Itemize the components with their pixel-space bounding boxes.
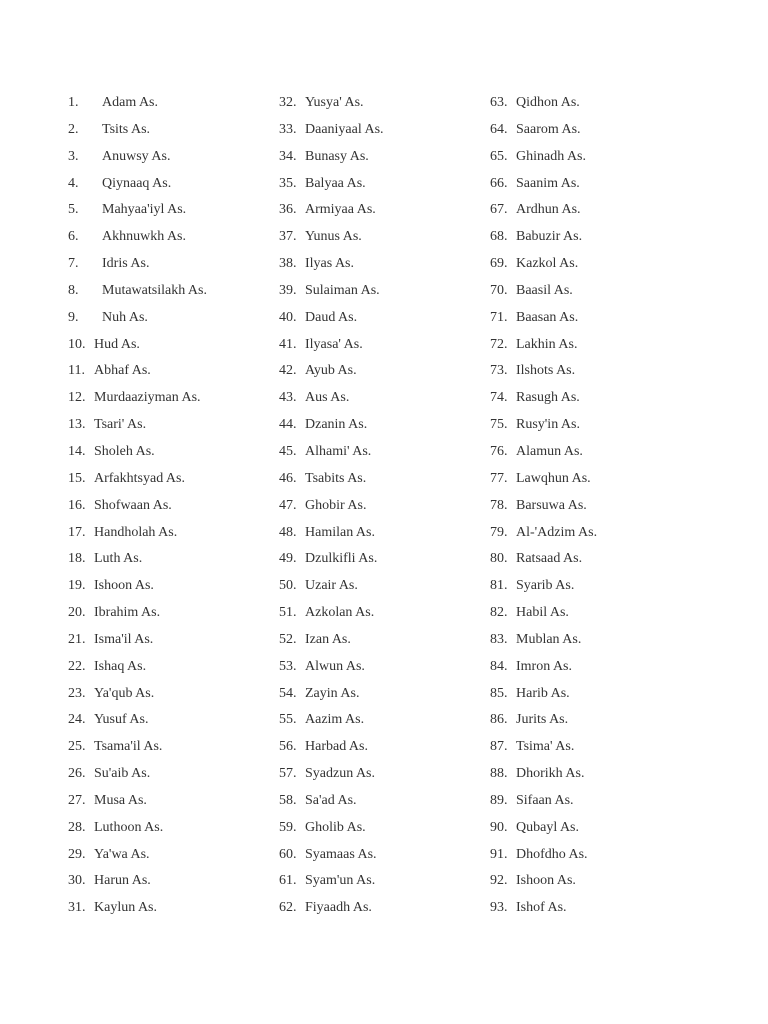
list-item	[279, 359, 479, 386]
list-item-number: 60.	[279, 846, 297, 862]
list-item-number: 30.	[68, 873, 86, 889]
list-item	[68, 252, 268, 279]
list-item-number: 12.	[68, 390, 86, 406]
list-item	[279, 306, 479, 333]
list-item-number: 66.	[490, 175, 508, 191]
list-item	[279, 789, 479, 816]
list-item-number: 80.	[490, 551, 508, 567]
list-item-name: Murdaaziyman As.	[94, 390, 201, 406]
list-item-name: Kazkol As.	[516, 256, 579, 272]
list-item-name: Anuwsy As.	[102, 148, 171, 164]
list-item-number: 2.	[68, 121, 79, 137]
list-item-name: Daud As.	[305, 309, 358, 325]
list-item-number: 71.	[490, 309, 508, 325]
list-item-number: 18.	[68, 551, 86, 567]
list-item-number: 62.	[279, 900, 297, 916]
list-item-name: Imron As.	[516, 658, 572, 674]
list-item	[279, 869, 479, 896]
list-item-number: 35.	[279, 175, 297, 191]
list-item-number: 4.	[68, 175, 79, 191]
list-item-number: 49.	[279, 551, 297, 567]
list-item-name: Balyaa As.	[305, 175, 366, 191]
list-item-name: Mublan As.	[516, 631, 582, 647]
list-item-number: 42.	[279, 363, 297, 379]
list-item	[68, 306, 268, 333]
list-item-number: 92.	[490, 873, 508, 889]
list-item	[68, 762, 268, 789]
list-item-number: 10.	[68, 336, 86, 352]
list-item-name: Idris As.	[102, 256, 150, 272]
list-item-name: Syamaas As.	[305, 846, 377, 862]
list-item	[490, 198, 720, 225]
list-item-name: Ilyasa' As.	[305, 336, 363, 352]
list-item-name: Ishoon As.	[94, 578, 154, 594]
list-item-number: 25.	[68, 739, 86, 755]
list-item	[490, 440, 720, 467]
list-item-number: 89.	[490, 792, 508, 808]
list-item	[490, 145, 720, 172]
list-item-name: Saarom As.	[516, 121, 581, 137]
list-item-number: 75.	[490, 417, 508, 433]
list-item-number: 7.	[68, 256, 79, 272]
list-item-name: Syarib As.	[516, 578, 575, 594]
list-item	[490, 91, 720, 118]
list-item-name: Qiynaaq As.	[102, 175, 172, 191]
list-item	[68, 628, 268, 655]
list-item-number: 79.	[490, 524, 508, 540]
list-item	[68, 655, 268, 682]
list-item	[68, 333, 268, 360]
list-item	[490, 413, 720, 440]
list-item-name: Luth As.	[94, 551, 143, 567]
list-item-name: Habil As.	[516, 605, 569, 621]
list-item	[279, 494, 479, 521]
list-item	[490, 225, 720, 252]
list-item-number: 72.	[490, 336, 508, 352]
list-item	[279, 333, 479, 360]
list-item-name: Harun As.	[94, 873, 151, 889]
list-item	[279, 735, 479, 762]
list-item-name: Arfakhtsyad As.	[94, 470, 185, 486]
list-item-number: 46.	[279, 470, 297, 486]
list-item-name: Ratsaad As.	[516, 551, 583, 567]
list-item	[490, 762, 720, 789]
list-item-number: 17.	[68, 524, 86, 540]
list-item	[68, 413, 268, 440]
list-item-name: Fiyaadh As.	[305, 900, 372, 916]
list-item-name: Tsama'il As.	[94, 739, 163, 755]
list-item-name: Uzair As.	[305, 578, 358, 594]
list-item	[68, 494, 268, 521]
list-item-name: Syadzun As.	[305, 766, 375, 782]
list-item	[279, 225, 479, 252]
list-item-name: Tsits As.	[102, 121, 151, 137]
list-item-name: Ishoon As.	[516, 873, 576, 889]
list-item-name: Azkolan As.	[305, 605, 375, 621]
list-item	[279, 252, 479, 279]
list-item-name: Sulaiman As.	[305, 282, 380, 298]
list-item-name: Ayub As.	[305, 363, 357, 379]
list-item-number: 23.	[68, 685, 86, 701]
list-item	[490, 467, 720, 494]
list-item	[490, 172, 720, 199]
list-item-name: Akhnuwkh As.	[102, 229, 187, 245]
list-item-number: 34.	[279, 148, 297, 164]
list-item-name: Hamilan As.	[305, 524, 375, 540]
list-item-name: Tsabits As.	[305, 470, 367, 486]
list-item-name: Dhofdho As.	[516, 846, 588, 862]
list-item-number: 81.	[490, 578, 508, 594]
list-item-number: 57.	[279, 766, 297, 782]
list-item-name: Dzanin As.	[305, 417, 368, 433]
list-item	[68, 279, 268, 306]
list-item	[68, 145, 268, 172]
list-item-number: 8.	[68, 282, 79, 298]
list-item-name: Rusy'in As.	[516, 417, 580, 433]
list-item-number: 67.	[490, 202, 508, 218]
list-item-name: Aazim As.	[305, 712, 365, 728]
list-item-name: Ghinadh As.	[516, 148, 586, 164]
list-item	[279, 91, 479, 118]
list-item	[279, 467, 479, 494]
list-item	[279, 601, 479, 628]
list-item-name: Sa'ad As.	[305, 792, 357, 808]
list-item-name: Alamun As.	[516, 443, 583, 459]
list-item	[490, 708, 720, 735]
list-item-name: Baasan As.	[516, 309, 579, 325]
list-item-name: Zayin As.	[305, 685, 360, 701]
list-item-name: Jurits As.	[516, 712, 569, 728]
list-item-number: 83.	[490, 631, 508, 647]
list-item-number: 56.	[279, 739, 297, 755]
list-item-name: Sifaan As.	[516, 792, 574, 808]
list-item	[68, 682, 268, 709]
list-item-number: 3.	[68, 148, 79, 164]
list-item-name: Armiyaa As.	[305, 202, 376, 218]
list-item-name: Tsari' As.	[94, 417, 147, 433]
list-item	[279, 547, 479, 574]
list-item	[68, 225, 268, 252]
list-item	[279, 762, 479, 789]
list-item-number: 32.	[279, 95, 297, 110]
list-item	[68, 521, 268, 548]
list-item-name: Su'aib As.	[94, 766, 151, 782]
list-item	[68, 789, 268, 816]
list-item-number: 88.	[490, 766, 508, 782]
list-item-name: Harib As.	[516, 685, 570, 701]
list-item	[490, 735, 720, 762]
list-item-number: 76.	[490, 443, 508, 459]
list-item-name: Al-'Adzim As.	[516, 524, 598, 540]
list-item-number: 87.	[490, 739, 508, 755]
list-item-number: 29.	[68, 846, 86, 862]
list-item	[490, 601, 720, 628]
list-item-name: Alwun As.	[305, 658, 365, 674]
list-item-number: 51.	[279, 605, 297, 621]
list-item-number: 77.	[490, 470, 508, 486]
list-item	[490, 252, 720, 279]
list-item-name: Tsima' As.	[516, 739, 575, 755]
list-item-name: Qidhon As.	[516, 95, 580, 110]
list-item-name: Ishaq As.	[94, 658, 147, 674]
list-item-number: 78.	[490, 497, 508, 513]
list-item-number: 14.	[68, 443, 86, 459]
list-item	[490, 896, 720, 923]
list-item-name: Mutawatsilakh As.	[102, 282, 207, 298]
list-item-number: 82.	[490, 605, 508, 621]
list-item-number: 31.	[68, 900, 86, 916]
list-item-name: Luthoon As.	[94, 819, 164, 835]
list-item	[490, 843, 720, 870]
list-item	[279, 279, 479, 306]
list-item-number: 53.	[279, 658, 297, 674]
list-item	[279, 574, 479, 601]
list-item-number: 64.	[490, 121, 508, 137]
list-item	[490, 682, 720, 709]
list-item-number: 91.	[490, 846, 508, 862]
list-item-number: 37.	[279, 229, 297, 245]
list-item-number: 44.	[279, 417, 297, 433]
list-item-name: Yunus As.	[305, 229, 362, 245]
list-item	[490, 359, 720, 386]
list-item	[68, 172, 268, 199]
list-item	[68, 198, 268, 225]
list-item-name: Ya'qub As.	[94, 685, 155, 701]
list-item	[490, 494, 720, 521]
list-item-name: Dhorikh As.	[516, 766, 585, 782]
list-item-number: 13.	[68, 417, 86, 433]
list-item-name: Lakhin As.	[516, 336, 578, 352]
list-item-name: Adam As.	[102, 95, 158, 110]
name-list-column-2	[279, 91, 479, 923]
list-item	[279, 682, 479, 709]
list-item	[279, 521, 479, 548]
list-item-number: 38.	[279, 256, 297, 272]
list-item-name: Sholeh As.	[94, 443, 155, 459]
list-item	[490, 789, 720, 816]
list-item-number: 9.	[68, 309, 79, 325]
list-item	[490, 333, 720, 360]
list-item	[490, 655, 720, 682]
list-item-name: Shofwaan As.	[94, 497, 172, 513]
list-item-number: 36.	[279, 202, 297, 218]
list-item-name: Hud As.	[94, 336, 140, 352]
list-item	[279, 843, 479, 870]
list-item	[279, 172, 479, 199]
list-item-number: 6.	[68, 229, 79, 245]
list-item	[279, 628, 479, 655]
list-item-number: 20.	[68, 605, 86, 621]
list-item	[68, 547, 268, 574]
list-item	[68, 896, 268, 923]
list-item-name: Izan As.	[305, 631, 351, 647]
list-item-name: Ghobir As.	[305, 497, 367, 513]
list-item-name: Kaylun As.	[94, 900, 157, 916]
list-item-number: 5.	[68, 202, 79, 218]
list-item	[279, 440, 479, 467]
list-item-name: Daaniyaal As.	[305, 121, 384, 137]
list-item-name: Gholib As.	[305, 819, 366, 835]
list-item-number: 84.	[490, 658, 508, 674]
list-item-name: Ilshots As.	[516, 363, 576, 379]
list-item-name: Musa As.	[94, 792, 147, 808]
list-item-name: Ilyas As.	[305, 256, 354, 272]
list-item-number: 19.	[68, 578, 86, 594]
list-item	[279, 655, 479, 682]
list-item-name: Dzulkifli As.	[305, 551, 378, 567]
list-item-number: 45.	[279, 443, 297, 459]
list-item-number: 21.	[68, 631, 86, 647]
list-item-name: Qubayl As.	[516, 819, 579, 835]
list-item	[68, 843, 268, 870]
list-item-number: 68.	[490, 229, 508, 245]
list-item-name: Ishof As.	[516, 900, 567, 916]
list-item-number: 47.	[279, 497, 297, 513]
list-item-number: 24.	[68, 712, 86, 728]
list-item-number: 63.	[490, 95, 508, 110]
list-item-number: 1.	[68, 95, 79, 110]
list-item	[68, 91, 268, 118]
list-item	[68, 467, 268, 494]
list-item	[490, 547, 720, 574]
list-item	[279, 145, 479, 172]
list-item-name: Syam'un As.	[305, 873, 376, 889]
list-item-number: 93.	[490, 900, 508, 916]
list-item-name: Abhaf As.	[94, 363, 151, 379]
list-item-name: Yusuf As.	[94, 712, 149, 728]
list-item	[68, 816, 268, 843]
list-item-name: Isma'il As.	[94, 631, 154, 647]
name-list-column-1	[68, 91, 268, 923]
list-item	[68, 869, 268, 896]
list-item-name: Mahyaa'iyl As.	[102, 202, 187, 218]
list-item-name: Babuzir As.	[516, 229, 583, 245]
list-item	[490, 521, 720, 548]
list-item	[279, 198, 479, 225]
list-item-number: 73.	[490, 363, 508, 379]
list-item-number: 55.	[279, 712, 297, 728]
list-item-name: Ardhun As.	[516, 202, 581, 218]
list-item-name: Nuh As.	[102, 309, 148, 325]
list-item-name: Ya'wa As.	[94, 846, 150, 862]
list-item	[490, 306, 720, 333]
list-item-number: 54.	[279, 685, 297, 701]
list-item	[279, 708, 479, 735]
list-item	[490, 574, 720, 601]
list-item	[490, 869, 720, 896]
list-item	[279, 816, 479, 843]
list-item-name: Bunasy As.	[305, 148, 369, 164]
list-item-name: Lawqhun As.	[516, 470, 591, 486]
list-item-number: 28.	[68, 819, 86, 835]
list-item-number: 11.	[68, 363, 85, 379]
list-item-name: Saanim As.	[516, 175, 580, 191]
list-item	[490, 279, 720, 306]
list-item-name: Barsuwa As.	[516, 497, 587, 513]
list-item-number: 65.	[490, 148, 508, 164]
list-item-name: Aus As.	[305, 390, 350, 406]
list-item	[279, 896, 479, 923]
list-item-number: 26.	[68, 766, 86, 782]
list-item	[68, 440, 268, 467]
list-item-number: 90.	[490, 819, 508, 835]
list-item-name: Ibrahim As.	[94, 605, 161, 621]
list-item-name: Harbad As.	[305, 739, 368, 755]
name-list-column-3	[490, 91, 720, 923]
list-item-number: 16.	[68, 497, 86, 513]
list-item-name: Baasil As.	[516, 282, 573, 298]
list-item-number: 85.	[490, 685, 508, 701]
list-item-number: 33.	[279, 121, 297, 137]
list-item-name: Alhami' As.	[305, 443, 372, 459]
list-item	[490, 118, 720, 145]
list-item-name: Handholah As.	[94, 524, 178, 540]
list-item	[279, 386, 479, 413]
list-item-number: 15.	[68, 470, 86, 486]
list-item	[68, 601, 268, 628]
list-item	[68, 735, 268, 762]
list-item	[68, 359, 268, 386]
list-item-number: 58.	[279, 792, 297, 808]
list-item	[68, 386, 268, 413]
list-item-number: 48.	[279, 524, 297, 540]
list-item-number: 43.	[279, 390, 297, 406]
list-item-number: 61.	[279, 873, 297, 889]
list-item-number: 27.	[68, 792, 86, 808]
list-item-number: 22.	[68, 658, 86, 674]
list-item	[68, 574, 268, 601]
list-item-number: 59.	[279, 819, 297, 835]
list-item	[279, 413, 479, 440]
list-item	[68, 708, 268, 735]
list-item	[490, 628, 720, 655]
list-item	[490, 386, 720, 413]
list-item-name: Rasugh As.	[516, 390, 580, 406]
list-item-number: 86.	[490, 712, 508, 728]
list-item-name: Yusya' As.	[305, 95, 364, 110]
list-item	[279, 118, 479, 145]
list-item-number: 41.	[279, 336, 297, 352]
list-item-number: 52.	[279, 631, 297, 647]
list-item-number: 39.	[279, 282, 297, 298]
list-item-number: 40.	[279, 309, 297, 325]
list-item	[490, 816, 720, 843]
list-item	[68, 118, 268, 145]
list-item-number: 74.	[490, 390, 508, 406]
list-item-number: 50.	[279, 578, 297, 594]
list-item-number: 70.	[490, 282, 508, 298]
list-item-number: 69.	[490, 256, 508, 272]
